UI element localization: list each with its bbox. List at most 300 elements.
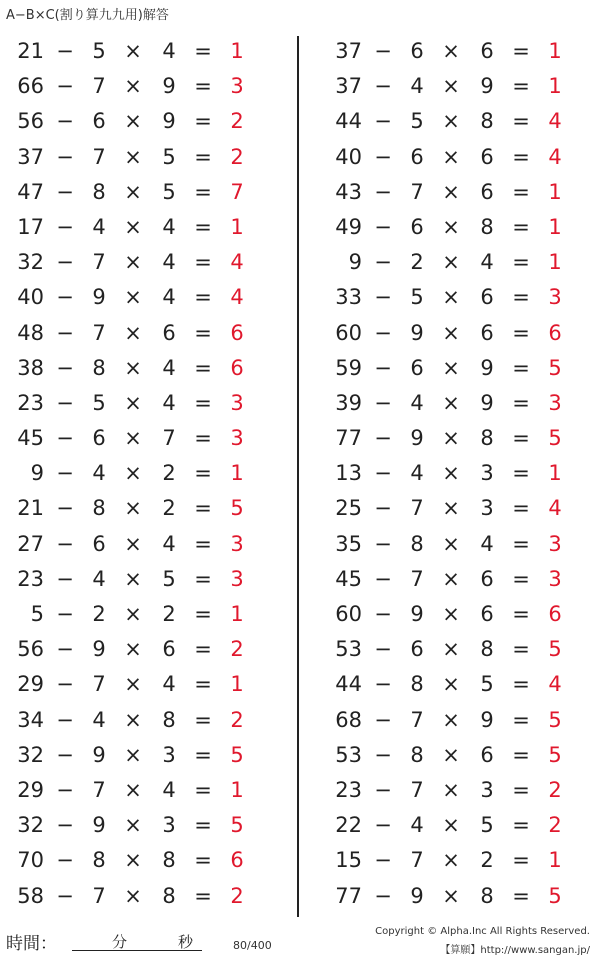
operand-a: 43 xyxy=(335,179,362,204)
problem-row xyxy=(324,738,594,773)
minus-sign: − xyxy=(56,707,74,732)
operand-b: 7 xyxy=(410,496,424,521)
operand-a: 56 xyxy=(17,109,44,134)
operand-c: 4 xyxy=(162,250,176,275)
problem-row xyxy=(6,34,276,69)
problem-row xyxy=(6,597,276,632)
minus-sign: − xyxy=(56,602,74,626)
problem-row xyxy=(6,667,276,702)
answer-value: 4 xyxy=(548,144,562,169)
operand-b: 8 xyxy=(410,531,424,556)
operand-b: 7 xyxy=(410,707,424,732)
problem-row xyxy=(6,316,276,351)
answer-value: 6 xyxy=(230,355,244,380)
equals-sign: = xyxy=(512,74,530,99)
operand-c: 2 xyxy=(480,848,494,873)
times-sign: × xyxy=(442,426,460,451)
operand-a: 22 xyxy=(335,813,362,838)
minus-sign: − xyxy=(56,426,74,451)
operand-a: 37 xyxy=(17,144,44,169)
minus-sign: − xyxy=(56,109,74,134)
answer-value: 5 xyxy=(230,813,244,838)
minus-sign: − xyxy=(56,883,74,908)
times-sign: × xyxy=(442,566,460,591)
problem-row xyxy=(324,245,594,280)
time-label: 時間： xyxy=(6,934,57,954)
answer-value: 3 xyxy=(230,566,244,591)
operand-b: 7 xyxy=(92,777,106,802)
times-sign: × xyxy=(124,390,142,415)
problem-row xyxy=(6,104,276,139)
equals-sign: = xyxy=(194,250,212,275)
answer-value: 1 xyxy=(230,602,244,626)
answer-value: 1 xyxy=(230,214,244,239)
minus-sign: − xyxy=(56,250,74,275)
answer-value: 3 xyxy=(230,426,244,451)
answer-value: 1 xyxy=(548,39,562,63)
answer-value: 4 xyxy=(230,285,244,310)
operand-c: 3 xyxy=(480,496,494,521)
operand-b: 9 xyxy=(92,813,106,838)
times-sign: × xyxy=(124,531,142,556)
operand-b: 9 xyxy=(92,285,106,310)
operand-b: 4 xyxy=(92,707,106,732)
operand-a: 29 xyxy=(17,777,44,802)
equals-sign: = xyxy=(512,566,530,591)
operand-c: 8 xyxy=(162,707,176,732)
operand-c: 9 xyxy=(162,74,176,99)
operand-a: 34 xyxy=(17,707,44,732)
page-title: A−B×C(割り算九九用)解答 xyxy=(6,8,169,23)
operand-b: 4 xyxy=(410,390,424,415)
answer-value: 3 xyxy=(230,74,244,99)
operand-a: 23 xyxy=(17,390,44,415)
operand-c: 6 xyxy=(480,285,494,310)
operand-b: 9 xyxy=(410,320,424,345)
minus-sign: − xyxy=(56,285,74,310)
times-sign: × xyxy=(442,144,460,169)
minus-sign: − xyxy=(374,390,392,415)
operand-b: 5 xyxy=(410,109,424,134)
equals-sign: = xyxy=(194,461,212,486)
operand-c: 8 xyxy=(162,883,176,908)
answer-value: 2 xyxy=(230,637,244,662)
times-sign: × xyxy=(124,461,142,486)
answer-value: 6 xyxy=(230,320,244,345)
operand-a: 23 xyxy=(335,777,362,802)
operand-a: 68 xyxy=(335,707,362,732)
operand-a: 60 xyxy=(335,320,362,345)
minus-sign: − xyxy=(374,672,392,697)
problem-row xyxy=(324,210,594,245)
times-sign: × xyxy=(124,602,142,626)
operand-c: 6 xyxy=(480,566,494,591)
minus-sign: − xyxy=(374,848,392,873)
operand-a: 44 xyxy=(335,109,362,134)
minus-sign: − xyxy=(374,777,392,802)
operand-c: 8 xyxy=(480,883,494,908)
operand-a: 5 xyxy=(30,602,44,626)
problem-row xyxy=(6,421,276,456)
problem-column-right xyxy=(324,34,594,914)
operand-c: 6 xyxy=(162,637,176,662)
operand-c: 3 xyxy=(480,777,494,802)
minus-sign: − xyxy=(56,390,74,415)
site-text: 【算願】http://www.sangan.jp/ xyxy=(440,945,590,956)
times-sign: × xyxy=(124,883,142,908)
answer-value: 1 xyxy=(230,39,244,63)
times-sign: × xyxy=(124,566,142,591)
equals-sign: = xyxy=(194,426,212,451)
equals-sign: = xyxy=(512,39,530,63)
operand-b: 4 xyxy=(92,461,106,486)
problem-row xyxy=(324,597,594,632)
column-divider xyxy=(297,36,299,917)
operand-c: 3 xyxy=(480,461,494,486)
operand-b: 6 xyxy=(410,144,424,169)
operand-c: 2 xyxy=(162,496,176,521)
answer-value: 3 xyxy=(548,285,562,310)
times-sign: × xyxy=(124,109,142,134)
operand-c: 7 xyxy=(162,426,176,451)
answer-value: 4 xyxy=(548,109,562,134)
operand-a: 37 xyxy=(335,39,362,63)
operand-a: 48 xyxy=(17,320,44,345)
operand-b: 6 xyxy=(410,39,424,63)
operand-b: 5 xyxy=(92,390,106,415)
answer-value: 3 xyxy=(230,390,244,415)
minus-sign: − xyxy=(374,320,392,345)
times-sign: × xyxy=(124,179,142,204)
operand-a: 40 xyxy=(17,285,44,310)
equals-sign: = xyxy=(512,848,530,873)
answer-value: 5 xyxy=(548,637,562,662)
problem-row xyxy=(324,69,594,104)
minus-sign: − xyxy=(56,672,74,697)
problem-row xyxy=(6,879,276,914)
operand-a: 59 xyxy=(335,355,362,380)
equals-sign: = xyxy=(194,637,212,662)
answer-value: 4 xyxy=(548,672,562,697)
problem-row xyxy=(324,386,594,421)
equals-sign: = xyxy=(512,285,530,310)
equals-sign: = xyxy=(194,320,212,345)
operand-a: 39 xyxy=(335,390,362,415)
operand-c: 9 xyxy=(162,109,176,134)
operand-b: 6 xyxy=(92,109,106,134)
operand-b: 6 xyxy=(410,637,424,662)
minus-sign: − xyxy=(374,813,392,838)
equals-sign: = xyxy=(194,179,212,204)
times-sign: × xyxy=(124,355,142,380)
minus-sign: − xyxy=(374,707,392,732)
minus-sign: − xyxy=(374,637,392,662)
times-sign: × xyxy=(124,426,142,451)
times-sign: × xyxy=(124,214,142,239)
problem-row xyxy=(324,667,594,702)
times-sign: × xyxy=(442,250,460,275)
answer-value: 2 xyxy=(548,777,562,802)
answer-value: 5 xyxy=(230,496,244,521)
operand-c: 6 xyxy=(480,742,494,767)
minus-sign: − xyxy=(374,355,392,380)
operand-c: 9 xyxy=(480,707,494,732)
operand-b: 9 xyxy=(410,426,424,451)
operand-a: 77 xyxy=(335,883,362,908)
times-sign: × xyxy=(442,390,460,415)
minutes-label: 分 xyxy=(112,933,128,951)
operand-b: 6 xyxy=(92,426,106,451)
times-sign: × xyxy=(124,39,142,63)
answer-value: 3 xyxy=(230,531,244,556)
operand-c: 4 xyxy=(480,531,494,556)
operand-a: 77 xyxy=(335,426,362,451)
answer-value: 2 xyxy=(230,109,244,134)
problem-row xyxy=(6,738,276,773)
operand-b: 9 xyxy=(410,602,424,626)
problem-row xyxy=(324,351,594,386)
minus-sign: − xyxy=(374,250,392,275)
operand-b: 9 xyxy=(92,742,106,767)
operand-c: 8 xyxy=(480,109,494,134)
equals-sign: = xyxy=(194,883,212,908)
equals-sign: = xyxy=(194,74,212,99)
operand-c: 5 xyxy=(480,672,494,697)
operand-a: 66 xyxy=(17,74,44,99)
minus-sign: − xyxy=(374,461,392,486)
minus-sign: − xyxy=(56,496,74,521)
minus-sign: − xyxy=(374,39,392,63)
problem-row xyxy=(6,386,276,421)
times-sign: × xyxy=(442,179,460,204)
operand-a: 70 xyxy=(17,848,44,873)
times-sign: × xyxy=(124,637,142,662)
operand-a: 45 xyxy=(17,426,44,451)
operand-b: 7 xyxy=(92,144,106,169)
problem-row xyxy=(324,421,594,456)
problem-row xyxy=(6,808,276,843)
operand-c: 8 xyxy=(480,214,494,239)
operand-c: 6 xyxy=(480,179,494,204)
times-sign: × xyxy=(442,637,460,662)
times-sign: × xyxy=(442,109,460,134)
operand-c: 3 xyxy=(162,813,176,838)
times-sign: × xyxy=(442,461,460,486)
minus-sign: − xyxy=(374,109,392,134)
operand-a: 32 xyxy=(17,813,44,838)
equals-sign: = xyxy=(512,813,530,838)
operand-b: 7 xyxy=(410,848,424,873)
operand-c: 6 xyxy=(480,39,494,63)
equals-sign: = xyxy=(194,214,212,239)
problem-row xyxy=(324,491,594,526)
equals-sign: = xyxy=(512,320,530,345)
operand-c: 4 xyxy=(162,39,176,63)
operand-b: 8 xyxy=(92,179,106,204)
equals-sign: = xyxy=(194,672,212,697)
times-sign: × xyxy=(124,672,142,697)
equals-sign: = xyxy=(194,813,212,838)
operand-a: 32 xyxy=(17,250,44,275)
minus-sign: − xyxy=(56,355,74,380)
operand-c: 5 xyxy=(162,179,176,204)
times-sign: × xyxy=(124,848,142,873)
operand-c: 4 xyxy=(162,355,176,380)
operand-b: 4 xyxy=(410,813,424,838)
operand-c: 3 xyxy=(162,742,176,767)
minus-sign: − xyxy=(374,214,392,239)
equals-sign: = xyxy=(512,426,530,451)
answer-value: 2 xyxy=(548,813,562,838)
minus-sign: − xyxy=(56,320,74,345)
problem-row xyxy=(6,351,276,386)
page-number: 80/400 xyxy=(233,939,272,952)
times-sign: × xyxy=(124,74,142,99)
problem-row xyxy=(324,456,594,491)
equals-sign: = xyxy=(512,707,530,732)
minus-sign: − xyxy=(56,813,74,838)
operand-a: 53 xyxy=(335,742,362,767)
equals-sign: = xyxy=(194,285,212,310)
minus-sign: − xyxy=(56,461,74,486)
problem-row xyxy=(324,280,594,315)
problem-row xyxy=(324,703,594,738)
answer-value: 5 xyxy=(548,883,562,908)
operand-b: 7 xyxy=(92,883,106,908)
minus-sign: − xyxy=(56,848,74,873)
times-sign: × xyxy=(442,848,460,873)
operand-b: 5 xyxy=(92,39,106,63)
times-sign: × xyxy=(124,813,142,838)
problem-row xyxy=(324,632,594,667)
equals-sign: = xyxy=(512,602,530,626)
operand-a: 27 xyxy=(17,531,44,556)
times-sign: × xyxy=(442,777,460,802)
operand-a: 29 xyxy=(17,672,44,697)
problem-row xyxy=(324,562,594,597)
answer-value: 5 xyxy=(230,742,244,767)
problem-row xyxy=(324,879,594,914)
operand-b: 8 xyxy=(92,496,106,521)
answer-value: 1 xyxy=(548,250,562,275)
operand-c: 8 xyxy=(480,637,494,662)
operand-b: 9 xyxy=(410,883,424,908)
operand-a: 15 xyxy=(335,848,362,873)
times-sign: × xyxy=(124,320,142,345)
operand-a: 33 xyxy=(335,285,362,310)
problem-row xyxy=(6,140,276,175)
answer-value: 5 xyxy=(548,742,562,767)
minus-sign: − xyxy=(374,883,392,908)
times-sign: × xyxy=(124,250,142,275)
answer-value: 3 xyxy=(548,531,562,556)
problem-row xyxy=(6,210,276,245)
minus-sign: − xyxy=(56,74,74,99)
minus-sign: − xyxy=(56,531,74,556)
minus-sign: − xyxy=(56,214,74,239)
operand-b: 7 xyxy=(92,672,106,697)
operand-b: 6 xyxy=(410,214,424,239)
operand-a: 17 xyxy=(17,214,44,239)
equals-sign: = xyxy=(512,390,530,415)
operand-a: 53 xyxy=(335,637,362,662)
operand-a: 13 xyxy=(335,461,362,486)
problem-column-left xyxy=(6,34,276,914)
operand-c: 4 xyxy=(162,214,176,239)
operand-c: 9 xyxy=(480,355,494,380)
problem-row xyxy=(6,245,276,280)
problem-row xyxy=(6,69,276,104)
operand-c: 4 xyxy=(162,531,176,556)
equals-sign: = xyxy=(194,496,212,521)
operand-a: 21 xyxy=(17,39,44,63)
minus-sign: − xyxy=(374,285,392,310)
equals-sign: = xyxy=(512,672,530,697)
problem-row xyxy=(6,632,276,667)
operand-b: 4 xyxy=(92,214,106,239)
problem-row xyxy=(6,456,276,491)
problem-row xyxy=(324,843,594,878)
times-sign: × xyxy=(124,777,142,802)
problem-row xyxy=(6,175,276,210)
answer-value: 3 xyxy=(548,566,562,591)
equals-sign: = xyxy=(512,531,530,556)
problem-row xyxy=(324,316,594,351)
times-sign: × xyxy=(442,496,460,521)
operand-b: 5 xyxy=(410,285,424,310)
operand-c: 5 xyxy=(162,144,176,169)
equals-sign: = xyxy=(194,355,212,380)
operand-b: 4 xyxy=(410,74,424,99)
operand-a: 25 xyxy=(335,496,362,521)
operand-c: 6 xyxy=(480,144,494,169)
times-sign: × xyxy=(442,74,460,99)
operand-c: 6 xyxy=(480,320,494,345)
problem-row xyxy=(324,175,594,210)
problem-row xyxy=(324,808,594,843)
equals-sign: = xyxy=(512,461,530,486)
operand-b: 8 xyxy=(92,355,106,380)
minus-sign: − xyxy=(56,566,74,591)
equals-sign: = xyxy=(194,390,212,415)
times-sign: × xyxy=(442,39,460,63)
operand-b: 4 xyxy=(410,461,424,486)
equals-sign: = xyxy=(512,144,530,169)
problem-row xyxy=(6,843,276,878)
times-sign: × xyxy=(124,742,142,767)
equals-sign: = xyxy=(194,742,212,767)
equals-sign: = xyxy=(194,777,212,802)
answer-value: 5 xyxy=(548,355,562,380)
answer-value: 1 xyxy=(548,214,562,239)
operand-c: 5 xyxy=(162,566,176,591)
operand-a: 58 xyxy=(17,883,44,908)
minus-sign: − xyxy=(56,179,74,204)
problem-row xyxy=(324,104,594,139)
equals-sign: = xyxy=(512,742,530,767)
times-sign: × xyxy=(124,144,142,169)
answer-value: 1 xyxy=(230,777,244,802)
times-sign: × xyxy=(442,320,460,345)
minus-sign: − xyxy=(374,179,392,204)
operand-a: 35 xyxy=(335,531,362,556)
answer-value: 5 xyxy=(548,707,562,732)
operand-b: 7 xyxy=(92,320,106,345)
times-sign: × xyxy=(442,813,460,838)
operand-a: 56 xyxy=(17,637,44,662)
times-sign: × xyxy=(442,883,460,908)
problem-row xyxy=(324,527,594,562)
